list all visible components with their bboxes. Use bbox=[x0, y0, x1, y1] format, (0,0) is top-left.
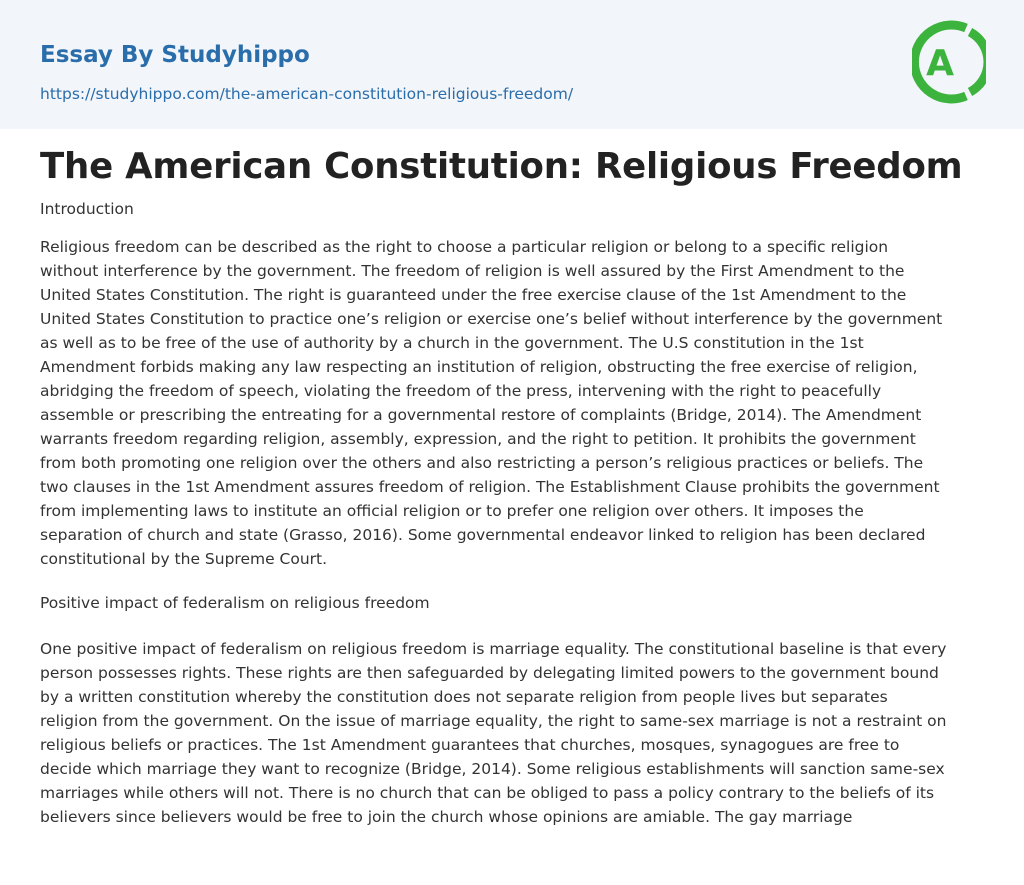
paragraph-line: decide which marriage they want to recognize (Bridge, 2014). Some religious establishments will sanction same-sex bbox=[40, 760, 945, 778]
paragraph-line: without interference by the government. The freedom of religion is well assured by the First Amendment to the bbox=[40, 262, 905, 280]
paragraph-line: Amendment forbids making any law respecting an institution of religion, obstructing the free exercise of religion, bbox=[40, 358, 918, 376]
paragraph-line: believers since believers would be free to join the church whose opinions are amiable. The gay marriage bbox=[40, 808, 853, 826]
paragraph-line: from both promoting one religion over the others and also restricting a person’s religious practices or beliefs. The bbox=[40, 454, 924, 472]
paragraph-line: warrants freedom regarding religion, assembly, expression, and the right to petition. It prohibits the government bbox=[40, 430, 916, 448]
paragraph-line: abridging the freedom of speech, violating the freedom of the press, intervening with the right to peacefully bbox=[40, 382, 882, 400]
intro-heading: Introduction bbox=[40, 200, 134, 218]
paragraph-line: One positive impact of federalism on religious freedom is marriage equality. The constitutional baseline is that every bbox=[40, 640, 947, 658]
paragraph-line: from implementing laws to institute an official religion or to prefer one religion over others. It imposes the bbox=[40, 502, 864, 520]
paragraph-line: United States Constitution. The right is guaranteed under the free exercise clause of the 1st Amendment to the bbox=[40, 286, 907, 304]
paragraph-line: person possesses rights. These rights are then safeguarded by delegating limited powers to the government bound bbox=[40, 664, 939, 682]
paragraph-line: as well as to be free of the use of authority by a church in the government. The U.S constitution in the 1st bbox=[40, 334, 864, 352]
intro-paragraph bbox=[40, 235, 990, 571]
paragraph-line: marriages while others will not. There is no church that can be obliged to pass a policy contrary to the beliefs of its bbox=[40, 784, 935, 802]
article-url-link[interactable]: https://studyhippo.com/the-american-constitution-religious-freedom/ bbox=[40, 85, 574, 103]
paragraph-line: separation of church and state (Grasso, 2016). Some governmental endeavor linked to religion has been declared bbox=[40, 526, 926, 544]
paragraph-line: religion from the government. On the issue of marriage equality, the right to same-sex marriage is not a restraint on bbox=[40, 712, 947, 730]
paragraph-line: assemble or prescribing the entreating for a governmental restore of complaints (Bridge, 2014). The Amendment bbox=[40, 406, 922, 424]
paragraph-line: religious beliefs or practices. The 1st Amendment guarantees that churches, mosques, synagogues are free to bbox=[40, 736, 900, 754]
site-header bbox=[0, 0, 1024, 129]
section-heading-positive-impact: Positive impact of federalism on religious freedom bbox=[40, 594, 430, 612]
positive-impact-paragraph bbox=[40, 637, 990, 829]
studyhippo-logo-icon[interactable] bbox=[912, 19, 986, 105]
logo-letter: A bbox=[926, 43, 954, 84]
paragraph-line: Religious freedom can be described as the right to choose a particular religion or belong to a specific religion bbox=[40, 238, 889, 256]
page-title: The American Constitution: Religious Freedom bbox=[40, 146, 963, 187]
paragraph-line: by a written constitution whereby the constitution does not separate religion from people lives but separates bbox=[40, 688, 888, 706]
brand-title[interactable]: Essay By Studyhippo bbox=[40, 42, 310, 68]
paragraph-line: United States Constitution to practice one’s religion or exercise one’s belief without interference by the government bbox=[40, 310, 943, 328]
paragraph-line: two clauses in the 1st Amendment assures freedom of religion. The Establishment Clause prohibits the government bbox=[40, 478, 940, 496]
paragraph-line: constitutional by the Supreme Court. bbox=[40, 550, 328, 568]
